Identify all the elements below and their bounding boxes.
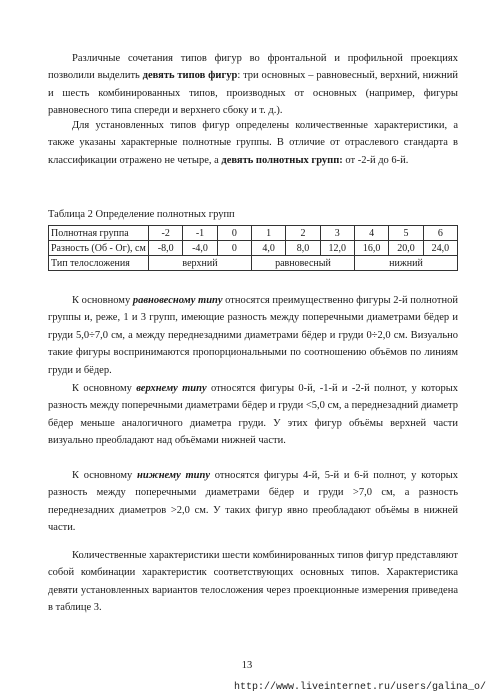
table-cell: -1 <box>183 226 217 241</box>
page-number: 13 <box>241 660 253 671</box>
watermark-link[interactable]: http://www.liveinternet.ru/users/galina_o/ <box>233 682 486 693</box>
table-cell: нижний <box>354 256 457 271</box>
table-cell: 20,0 <box>389 241 423 256</box>
table-cell: 4 <box>354 226 388 241</box>
bold-phrase: девять полнотных групп: <box>221 154 343 166</box>
paragraph-6: Количественные характеристики шести комбинированных типов фигур представляют собой комбинации характеристик соответствующих основных типов. Характеристика девяти установленных вариантов телосложения через проекционные измерения приведена в таблице 3. <box>48 550 458 614</box>
table-cell: 3 <box>320 226 354 241</box>
table-row <box>49 256 458 271</box>
paragraph-2: Для установленных типов фигур определены количественные характеристики, а также указаны характерные полнотные группы. В отличие от отраслевого стандарта в классификации отражено не четыре, а девять полнотных групп: от -2-й до 6-й. <box>48 120 458 166</box>
row-label: Тип телосложения <box>49 256 149 271</box>
row-label: Полнотная группа <box>49 226 149 241</box>
table-cell: 4,0 <box>251 241 285 256</box>
table-cell: 2 <box>286 226 320 241</box>
italic-term: верхнему типу <box>136 383 207 394</box>
table-cell: 16,0 <box>354 241 388 256</box>
table-cell: 6 <box>423 226 457 241</box>
table-cell: 12,0 <box>320 241 354 256</box>
paragraph-5: К основному нижнему типу относятся фигуры 4-й, 5-й и 6-й полнот, у которых разность между поперечными диаметрами бёдер и груди >7,0 см, а разность переднезадних диаметров >2,0 см. У таких фигур явно преобладают объёмы в нижней части. <box>48 470 459 534</box>
table-cell: 5 <box>389 226 423 241</box>
paragraph-4: К основному верхнему типу относятся фигуры 0-й, -1-й и -2-й полнот, у которых разность между поперечными диаметрами бёдер и груди <5,0 см, а переднезадний диаметр бёдер меньше аналогичного диаметра груди. У этих фигур объёмы верхней части визуально преобладают над объёмами нижней части. <box>48 383 459 447</box>
table-cell: верхний <box>149 256 252 271</box>
table-cell: 0 <box>217 226 251 241</box>
table-cell: -4,0 <box>183 241 217 256</box>
italic-term: равновесному типу <box>132 295 223 306</box>
paragraph-3: К основному равновесному типу относятся преимущественно фигуры 2-й полнотной группы и, реже, 1 и 3 групп, имеющие разность между поперечными диаметрами бёдер и груди 5,0÷7,0 см, а между переднезадними диаметрами бёдер и груди 0÷2,0 см. Визуально такие фигуры воспринимаются пропорциональными по соотношению объёмов по линиям груди и бёдер. <box>48 295 458 376</box>
table-caption: Таблица 2 Определение полнотных групп <box>48 209 235 220</box>
bold-phrase: девять типов фигур <box>142 70 238 82</box>
table-cell: -8,0 <box>149 241 183 256</box>
table-row <box>49 226 458 241</box>
table-cell: -2 <box>149 226 183 241</box>
table-cell: 1 <box>251 226 285 241</box>
table-row <box>49 241 458 256</box>
fullness-table <box>48 225 458 271</box>
row-label: Разность (Oб - Oг), см <box>49 241 149 256</box>
table-cell: равновесный <box>251 256 354 271</box>
italic-term: нижнему типу <box>137 470 211 481</box>
paragraph-1: Различные сочетания типов фигур во фронтальной и профильной проекциях позволили выделить девять типов фигур: три основных – равновесный, верхний, нижний и шесть комбинированных типов, производных от основных (например, фигуры равновесного типа спереди и верхнего сбоку и т. д.). <box>48 53 459 117</box>
table-cell: 24,0 <box>423 241 457 256</box>
table-cell: 0 <box>217 241 251 256</box>
table-cell: 8,0 <box>286 241 320 256</box>
